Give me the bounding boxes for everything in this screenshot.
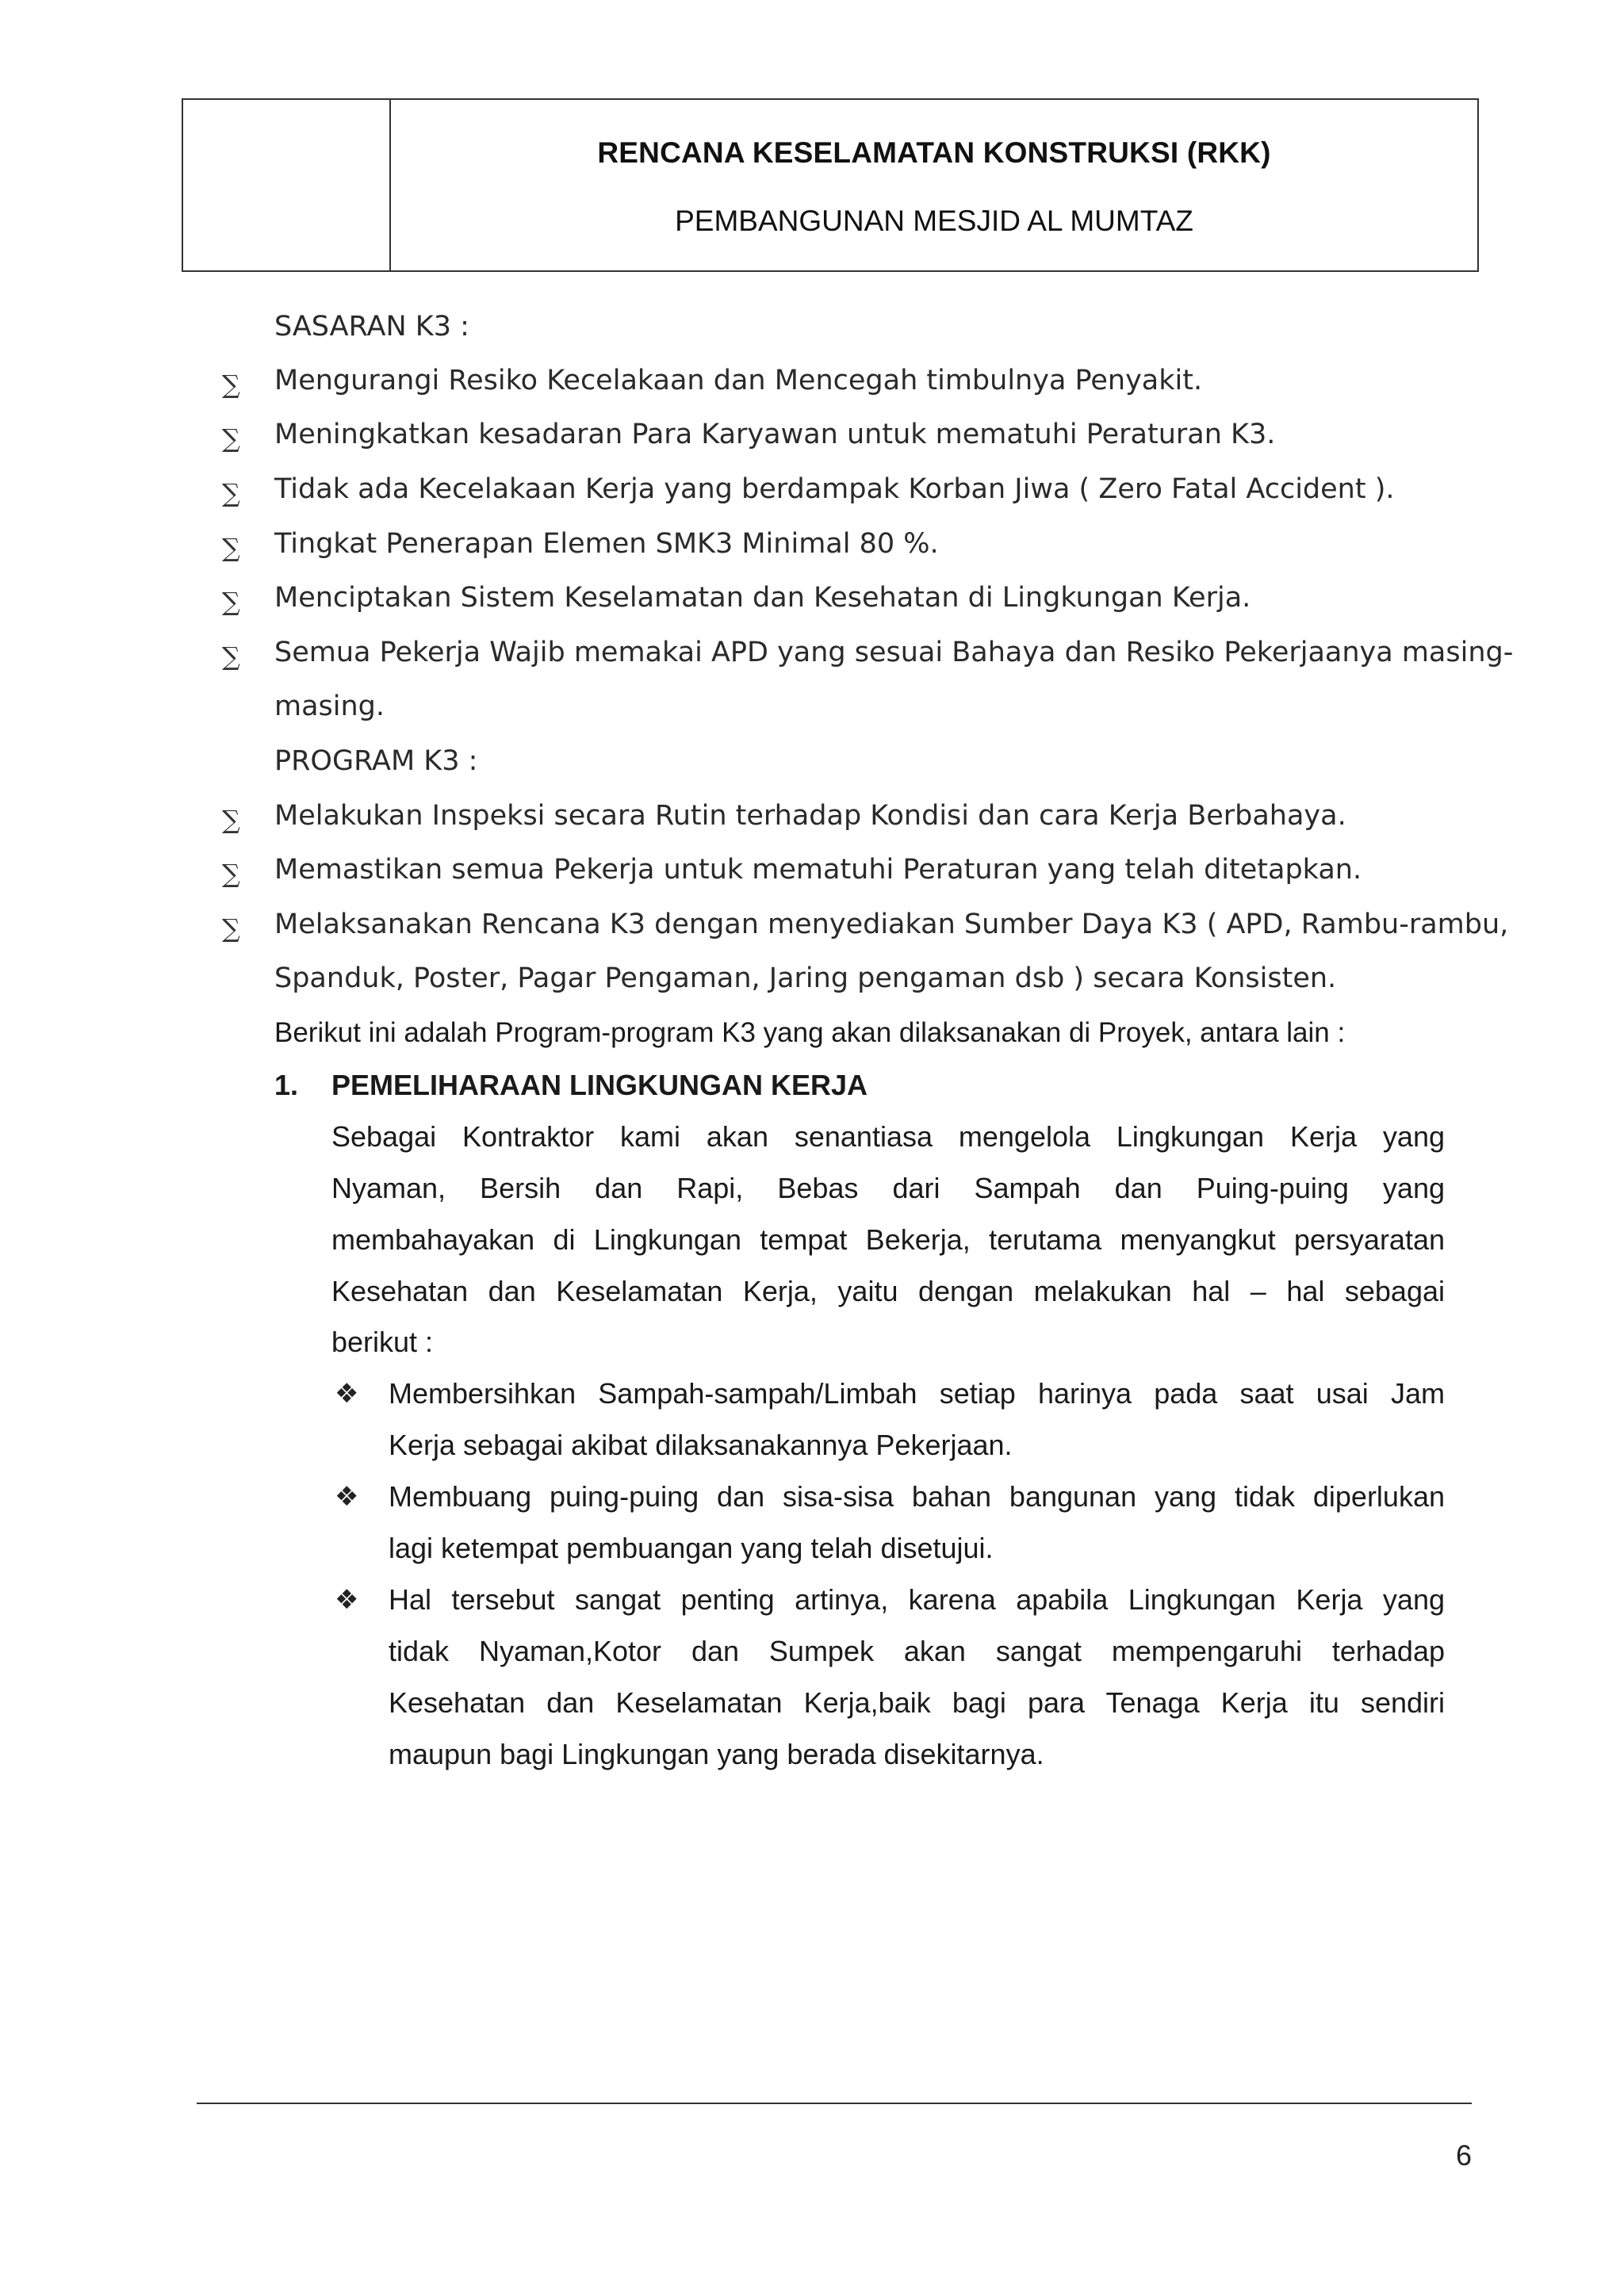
sigma-bullet-icon: ∑ bbox=[222, 913, 240, 943]
page-number: 6 bbox=[1456, 2139, 1473, 2172]
program-item-continuation: Spanduk, Poster, Pagar Pengaman, Jaring pengaman dsb ) secara Konsisten. bbox=[274, 962, 1337, 994]
bullet-line: Hal tersebut sangat penting artinya, karena apabila Lingkungan Kerja yang bbox=[389, 1583, 1445, 1616]
section-paragraph-line: membahayakan di Lingkungan tempat Bekerja, terutama menyangkut persyaratan bbox=[331, 1223, 1445, 1256]
bullet-line: lagi ketempat pembuangan yang telah disetujui. bbox=[389, 1532, 994, 1564]
bullet-line: Membersihkan Sampah-sampah/Limbah setiap harinya pada saat usai Jam bbox=[389, 1377, 1445, 1410]
sigma-bullet-icon: ∑ bbox=[222, 423, 240, 453]
bullet-line: Membuang puing-puing dan sisa-sisa bahan bangunan yang tidak diperlukan bbox=[389, 1480, 1445, 1513]
header-text-cell bbox=[391, 100, 1477, 270]
section-number: 1. bbox=[274, 1069, 299, 1101]
diamond-bullet-icon: ❖ bbox=[335, 1378, 359, 1410]
sigma-bullet-icon: ∑ bbox=[222, 859, 240, 889]
sasaran-item: Mengurangi Resiko Kecelakaan dan Mencegah timbulnya Penyakit. bbox=[274, 365, 1203, 396]
bullet-line: maupun bagi Lingkungan yang berada disekitarnya. bbox=[389, 1738, 1044, 1770]
bullet-line: Kerja sebagai akibat dilaksanakannya Pekerjaan. bbox=[389, 1429, 1013, 1461]
sigma-bullet-icon: ∑ bbox=[222, 478, 240, 508]
program-item: Memastikan semua Pekerja untuk mematuhi Peraturan yang telah ditetapkan. bbox=[274, 854, 1362, 886]
sigma-bullet-icon: ∑ bbox=[222, 533, 240, 563]
diamond-bullet-icon: ❖ bbox=[335, 1481, 359, 1513]
section-paragraph-line: Kesehatan dan Keselamatan Kerja, yaitu dengan melakukan hal – hal sebagai bbox=[331, 1275, 1445, 1307]
sasaran-item: Menciptakan Sistem Keselamatan dan Kesehatan di Lingkungan Kerja. bbox=[274, 582, 1251, 614]
program-item: Melakukan Inspeksi secara Rutin terhadap Kondisi dan cara Kerja Berbahaya. bbox=[274, 800, 1346, 832]
sigma-bullet-icon: ∑ bbox=[222, 805, 240, 835]
diamond-bullet-icon: ❖ bbox=[335, 1584, 359, 1616]
sigma-bullet-icon: ∑ bbox=[222, 587, 240, 617]
section-paragraph-line: Sebagai Kontraktor kami akan senantiasa mengelola Lingkungan Kerja yang bbox=[331, 1120, 1445, 1153]
section-title: PEMELIHARAAN LINGKUNGAN KERJA bbox=[331, 1069, 868, 1101]
program-intro: Berikut ini adalah Program-program K3 yang akan dilaksanakan di Proyek, antara lain : bbox=[274, 1017, 1346, 1048]
sigma-bullet-icon: ∑ bbox=[222, 369, 240, 400]
document-title: RENCANA KESELAMATAN KONSTRUKSI (RKK) bbox=[597, 136, 1271, 169]
bullet-line: tidak Nyaman,Kotor dan Sumpek akan sangat mempengaruhi terhadap bbox=[389, 1635, 1445, 1667]
sasaran-item: Tingkat Penerapan Elemen SMK3 Minimal 80 %. bbox=[274, 528, 939, 560]
sasaran-heading: SASARAN K3 : bbox=[274, 311, 469, 342]
header-logo-cell bbox=[183, 100, 391, 270]
bullet-line: Kesehatan dan Keselamatan Kerja,baik bagi para Tenaga Kerja itu sendiri bbox=[389, 1686, 1445, 1719]
sasaran-item-continuation: masing. bbox=[274, 691, 385, 722]
program-item: Melaksanakan Rencana K3 dengan menyediakan Sumber Daya K3 ( APD, Rambu-rambu, bbox=[274, 909, 1509, 940]
sasaran-item: Tidak ada Kecelakaan Kerja yang berdampak Korban Jiwa ( Zero Fatal Accident ). bbox=[274, 473, 1395, 505]
sasaran-item: Semua Pekerja Wajib memakai APD yang sesuai Bahaya dan Resiko Pekerjaanya masing- bbox=[274, 637, 1514, 668]
sasaran-item: Meningkatkan kesadaran Para Karyawan untuk mematuhi Peraturan K3. bbox=[274, 419, 1276, 450]
program-heading: PROGRAM K3 : bbox=[274, 745, 478, 777]
project-name: PEMBANGUNAN MESJID AL MUMTAZ bbox=[675, 205, 1193, 237]
footer-divider bbox=[197, 2103, 1472, 2104]
section-paragraph-line: berikut : bbox=[331, 1326, 434, 1358]
sigma-bullet-icon: ∑ bbox=[222, 641, 240, 672]
document-header bbox=[182, 98, 1479, 272]
section-paragraph-line: Nyaman, Bersih dan Rapi, Bebas dari Sampah dan Puing-puing yang bbox=[331, 1172, 1445, 1204]
